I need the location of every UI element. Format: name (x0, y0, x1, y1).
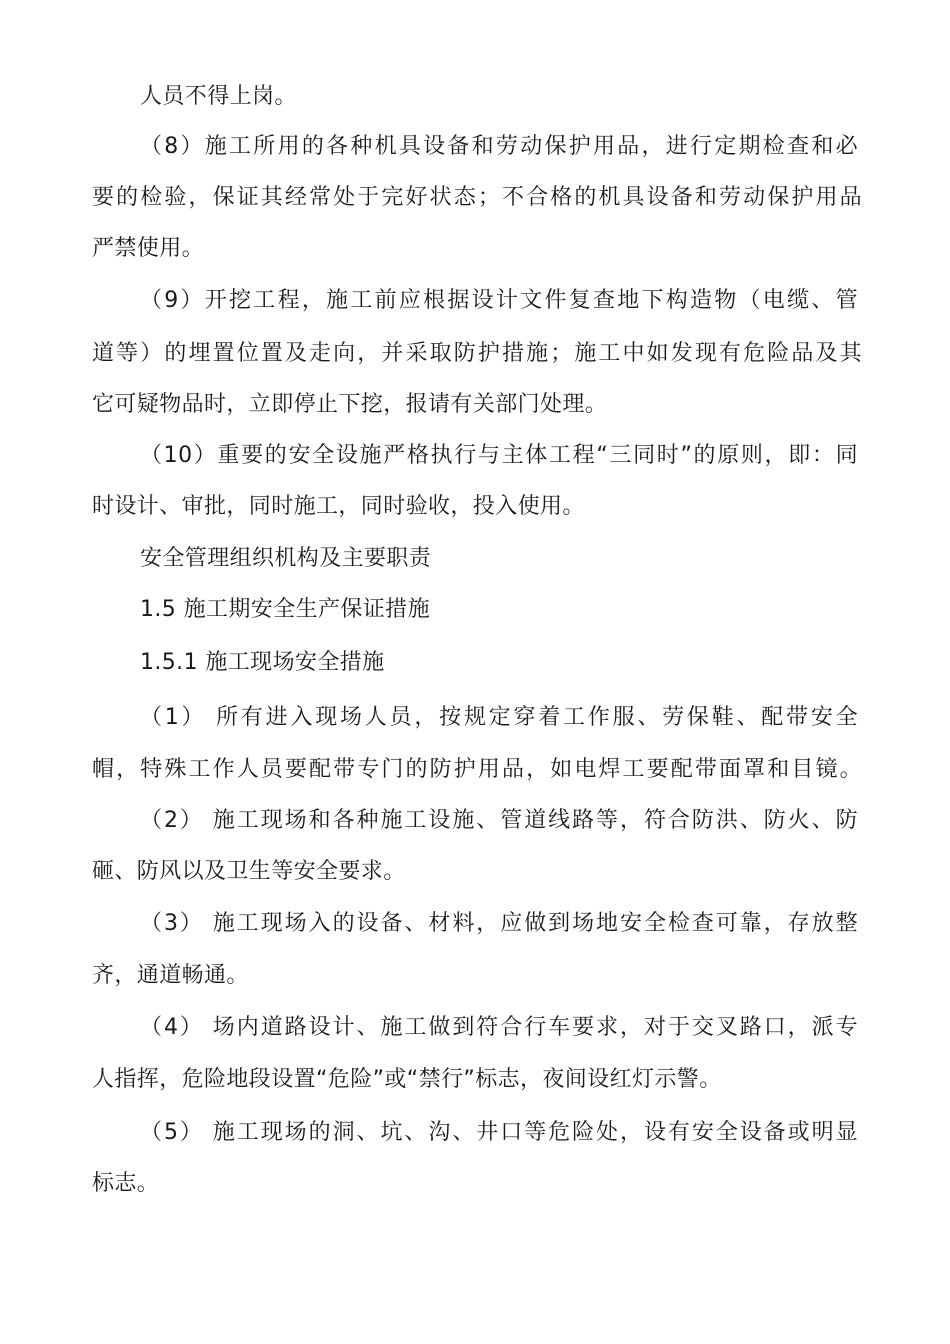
paragraph-line: 齐，通道畅通。 (92, 963, 249, 988)
paragraph-line: （2） 施工现场和各种施工设施、管道线路等，符合防洪、防火、防 (140, 808, 858, 833)
paragraph-line: 人指挥，危险地段设置“危险”或“禁行”标志，夜间设红灯示警。 (92, 1067, 722, 1092)
paragraph-line: 人员不得上岗。 (140, 84, 297, 109)
paragraph-line: 标志。 (92, 1171, 160, 1196)
paragraph-line: （8）施工所用的各种机具设备和劳动保护用品，进行定期检查和必 (140, 134, 858, 159)
paragraph-line: 严禁使用。 (92, 236, 205, 261)
paragraph-line: （9）开挖工程，施工前应根据设计文件复查地下构造物（电缆、管 (140, 288, 858, 313)
subsection-heading: 1.5.1 施工现场安全措施 (140, 650, 385, 675)
paragraph-line: （1） 所有进入现场人员，按规定穿着工作服、劳保鞋、配带安全 (140, 705, 858, 730)
paragraph-line: （5） 施工现场的洞、坑、沟、井口等危险处，设有安全设备或明显 (140, 1120, 858, 1145)
paragraph-line: （10）重要的安全设施严格执行与主体工程“三同时”的原则，即：同 (140, 443, 858, 468)
section-heading: 1.5 施工期安全生产保证措施 (140, 597, 430, 622)
paragraph-line: （3） 施工现场入的设备、材料，应做到场地安全检查可靠，存放整 (140, 911, 858, 936)
paragraph-line: 帽，特殊工作人员要配带专门的防护用品，如电焊工要配带面罩和目镜。 (92, 757, 862, 782)
section-heading: 安全管理组织机构及主要职责 (140, 546, 432, 571)
paragraph-line: （4） 场内道路设计、施工做到符合行车要求，对于交叉路口，派专 (140, 1015, 858, 1040)
paragraph-line: 砸、防风以及卫生等安全要求。 (92, 859, 406, 884)
paragraph-line: 时设计、审批，同时施工，同时验收，投入使用。 (92, 494, 585, 519)
paragraph-line: 要的检验，保证其经常处于完好状态；不合格的机具设备和劳动保护用品 (92, 185, 862, 210)
paragraph-line: 它可疑物品时，立即停止下挖，报请有关部门处理。 (92, 392, 608, 417)
paragraph-line: 道等）的埋置位置及走向，并采取防护措施；施工中如发现有危险品及其 (92, 341, 862, 366)
